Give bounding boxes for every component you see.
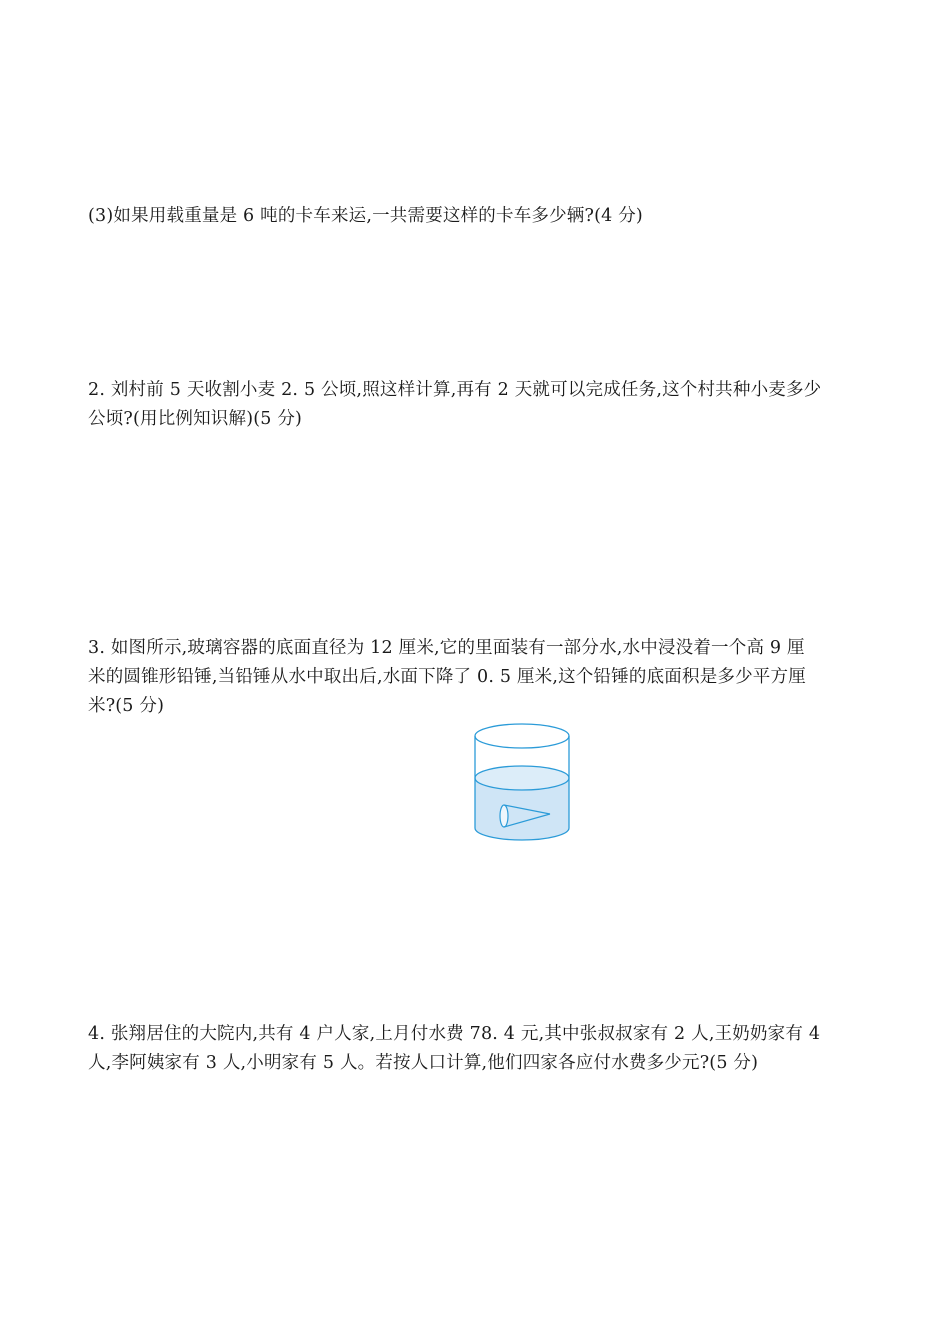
question-3-text-line-1: 3. 如图所示,玻璃容器的底面直径为 12 厘米,它的里面装有一部分水,水中浸没着一个高 9 厘 [88, 638, 805, 658]
question-4-text-line-2: 人,李阿姨家有 3 人,小明家有 5 人。若按人口计算,他们四家各应付水费多少元?(5 分) [88, 1053, 759, 1073]
question-2-text-line-2: 公顷?(用比例知识解)(5 分) [88, 409, 303, 429]
question-3-text-line-2: 米的圆锥形铅锤,当铅锤从水中取出后,水面下降了 0. 5 厘米,这个铅锤的底面积是多少平方厘 [88, 667, 806, 687]
question-2-text-line-1: 2. 刘村前 5 天收割小麦 2. 5 公顷,照这样计算,再有 2 天就可以完成任务,这个村共种小麦多少 [88, 380, 822, 400]
question-3-part-3-text: (3)如果用载重量是 6 吨的卡车来运,一共需要这样的卡车多少辆?(4 分) [88, 206, 643, 226]
question-3-text-line-3: 米?(5 分) [88, 696, 165, 716]
cone-base [500, 805, 508, 827]
water-surface [475, 766, 569, 790]
cylinder-top-rim [475, 724, 569, 748]
question-4-text-line-1: 4. 张翔居住的大院内,共有 4 户人家,上月付水费 78. 4 元,其中张叔叔家有 2 人,王奶奶家有 4 [88, 1024, 821, 1044]
glass-cylinder-with-cone-icon [466, 714, 580, 846]
